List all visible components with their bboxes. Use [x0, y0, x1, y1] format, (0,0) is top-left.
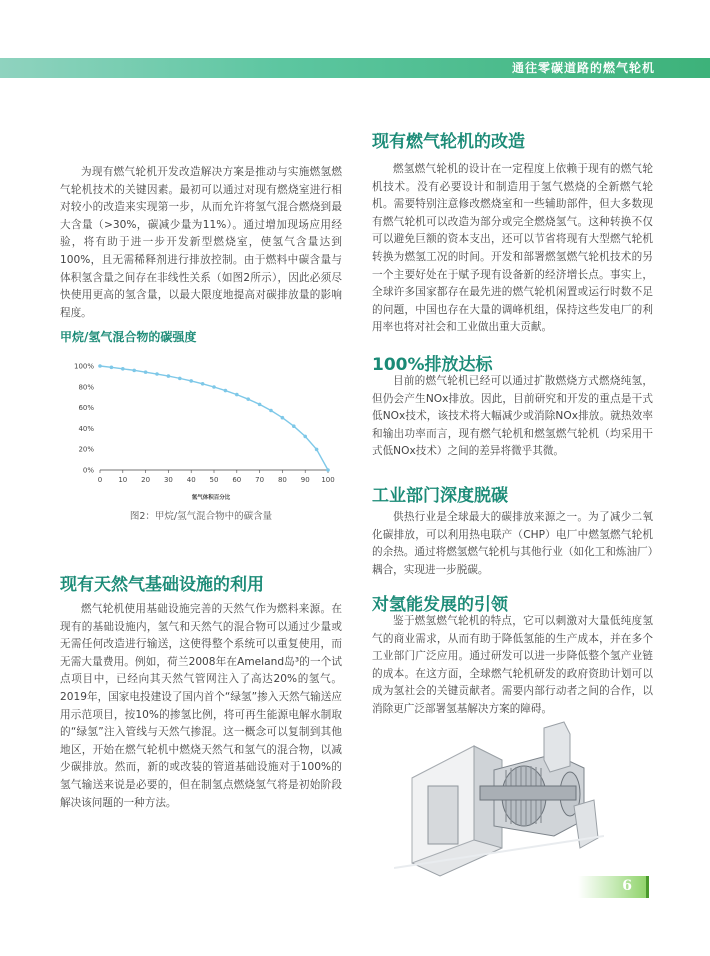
retrofit-paragraph: 燃氢燃气轮机的设计在一定程度上依赖于现有的燃气轮机技术。没有必要设计和制造用于氢气燃烧的全新燃气轮机。需要特别注意修改燃烧室和一些辅助部件，但大多数现有燃气轮机可以改造为部分或完全燃烧氢气。这种转换不仅可以避免巨额的资本支出，还可以节省将现有大型燃气轮机转换为燃氢工况的时间。开发和部署燃氢燃气轮机技术的另一个主要好处在于赋予现有设备新的经济增长点。事实上，全球许多国家都存在最先进的燃气轮机闲置或运行时数不足的问题，中国也存在大量的调峰机组，保持这些发电厂的利用率也将对社会和工业做出重大贡献。	[372, 163, 653, 334]
x-tick-label: 40	[186, 476, 196, 484]
data-point	[98, 364, 102, 368]
x-tick-label: 80	[277, 476, 287, 484]
chart-heading: 甲烷/氢气混合物的碳强度	[60, 330, 197, 344]
y-tick-label: 40%	[78, 424, 94, 433]
page-number-box	[578, 876, 648, 898]
intro-paragraph: 为现有燃气轮机开发改造解决方案是推动与实施燃氢燃气轮机技术的关键因素。最初可以通过对现有燃烧室进行相对较小的改造来实现第一步，从而允许将氢气混合燃烧到最大含量（>30%，碳减少量为11%）。通过增加现场应用经验，将有助于进一步开发新型燃烧室，使氢气含量达到100%，且无需稀释剂进行排放控制。由于燃料中碳含量与体积氢含量之间存在非线性关系（如图2所示），因此必须尽快使用更高的氢含量，以最大限度地提高对碳排放量的影响程度。	[60, 166, 342, 319]
infra-heading: 现有天然气基础设施的利用	[60, 575, 264, 595]
data-point	[212, 385, 216, 389]
x-tick-label: 10	[118, 476, 128, 484]
data-point	[132, 369, 136, 373]
y-tick-label: 100%	[73, 362, 94, 371]
data-point	[315, 448, 319, 452]
hydrogen-heading: 对氢能发展的引领	[372, 595, 508, 615]
y-tick-label: 60%	[78, 404, 94, 413]
page-number-bar	[646, 876, 649, 898]
series-carbon-content	[98, 364, 330, 472]
x-tick-label: 50	[209, 476, 219, 484]
industry-heading: 工业部门深度脱碳	[372, 486, 508, 506]
data-point	[167, 374, 171, 378]
y-tick-label: 80%	[78, 383, 94, 392]
industry-paragraph: 供热行业是全球最大的碳排放来源之一。为了减少二氧化碳排放，可以利用热电联产（CHP）电厂中燃氢燃气轮机的余热。通过将燃氢燃气轮机与其他行业（如化工和炼油厂）耦合，实现进一步脱碳。	[372, 511, 653, 576]
data-point	[246, 397, 250, 401]
data-point	[292, 424, 296, 428]
retrofit-heading: 现有燃气轮机的改造	[372, 132, 525, 152]
data-point	[178, 377, 182, 381]
data-point	[121, 367, 125, 371]
y-axis	[74, 363, 94, 475]
hydrogen-paragraph: 鉴于燃氢燃气轮机的特点，它可以刺激对大量低纯度氢气的商业需求，从而有助于降低氢能的生产成本，并在多个工业部门广泛应用。通过研发可以进一步降低整个氢产业链的成本。在这方面，全球燃气轮机研发的政府资助计划可以成为氢社会的关键贡献者。需要内部行动者之间的合作，以消除更广泛部署氢基解决方案的障碍。	[372, 615, 653, 715]
header-title: 通往零碳道路的燃气轮机	[511, 61, 655, 75]
y-tick-label: 0%	[82, 466, 94, 475]
x-tick-label: 60	[232, 476, 242, 484]
data-point	[144, 370, 148, 374]
x-tick-label: 20	[141, 476, 151, 484]
emission-heading: 100%排放达标	[372, 355, 493, 375]
series-line	[100, 366, 328, 470]
gas-turbine-illustration	[394, 708, 604, 878]
data-point	[235, 393, 239, 397]
data-point	[326, 468, 330, 472]
infra-paragraph: 燃气轮机使用基础设施完善的天然气作为燃料来源。在现有的基础设施内，氢气和天然气的混合物可以通过少量或无需任何改造进行输送，这使得整个系统可以重复使用，而无需大量费用。例如，荷兰2008年在Ameland岛³的一个试点项目中，已经向其天然气管网注入了高达20%的氢气。2019年，国家电投建设了国内首个“绿氢”掺入天然气输送应用示范项目，按10%的掺氢比例，将可再生能源电解水制取的“绿氢”注入管线与天然气掺混。这一概念可以复制到其他地区，开始在燃气轮机中燃烧天然气和氢气的混合物，以减少碳排放。然而，新的或改装的管道基础设施对于100%的氢气输送来说是必要的，但在制氢点燃烧氢气将是初始阶段解决该问题的一种方法。	[60, 603, 342, 809]
data-point	[281, 416, 285, 420]
emission-paragraph: 目前的燃气轮机已经可以通过扩散燃烧方式燃烧纯氢，但仍会产生NOx排放。因此，目前研究和开发的重点是干式低NOx技术，该技术将大幅减少或消除NOx排放。就热效率和输出功率而言，现有燃气轮机和燃氢燃气轮机（均采用干式低NOx技术）之间的差异将微乎其微。	[372, 375, 653, 458]
data-point	[110, 366, 114, 370]
carbon-intensity-chart	[60, 352, 342, 502]
y-tick-label: 20%	[78, 445, 94, 454]
data-point	[303, 435, 307, 439]
data-point	[224, 389, 228, 393]
x-tick-label: 70	[255, 476, 265, 484]
x-tick-label: 90	[300, 476, 310, 484]
page-number: 6	[622, 878, 632, 894]
x-tick-label: 0	[97, 476, 103, 484]
data-point	[201, 382, 205, 386]
x-axis	[98, 470, 335, 484]
x-tick-label: 100	[321, 476, 335, 484]
x-tick-label: 30	[163, 476, 173, 484]
data-point	[155, 372, 159, 376]
x-axis-label: 氢气体积百分比	[191, 495, 231, 501]
header-banner	[0, 58, 710, 78]
data-point	[258, 403, 262, 407]
data-point	[189, 379, 193, 383]
data-point	[269, 409, 273, 413]
chart-caption: 图2：甲烷/氢气混合物中的碳含量	[129, 511, 273, 522]
